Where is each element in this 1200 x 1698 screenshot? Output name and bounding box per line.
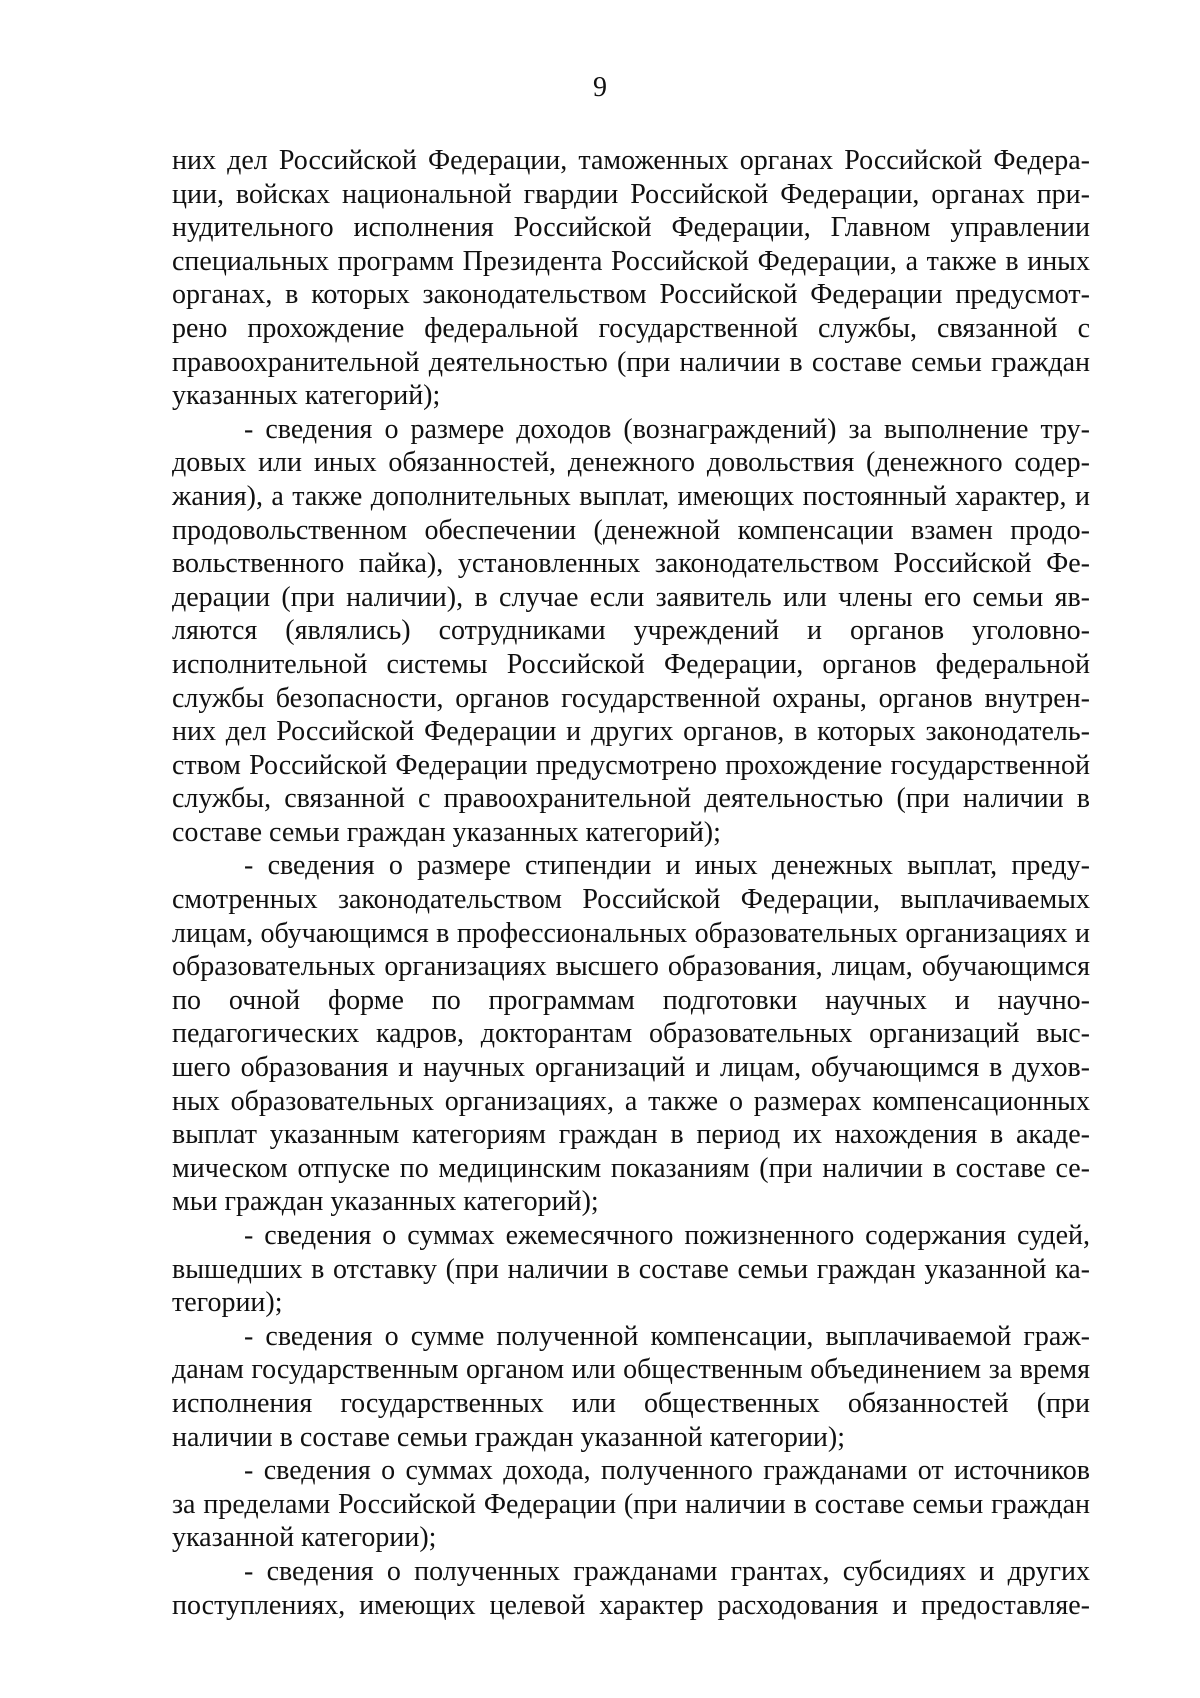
page-number: 9 xyxy=(593,72,607,103)
document-body xyxy=(172,144,1090,1622)
paragraph-stipend: - сведения о размере стипендии и иных денежных выплат, предусмотренных законодательством Российской Федерации, выплачиваемых лицам, обучающимся в профессиональных образовательных организациях и образовательных организациях высшего образования, лицам, обучающимся по очной форме по программам подготовки научных и научно-педагогических кадров, докторантам образовательных организаций высшего образования и научных организаций и лицам, обучающимся в духовных образовательных организациях, а также о размерах компенсационных выплат указанным категориям граждан в период их нахождения в академическом отпуске по медицинским показаниям (при наличии в составе семьи граждан указанных категорий); xyxy=(172,850,1090,1218)
paragraph-income-law-enforcement: - сведения о размере доходов (вознаграждений) за выполнение трудовых или иных обязанностей, денежного довольствия (денежного содержания), а также дополнительных выплат, имеющих постоянный характер, и продовольственном обеспечении (денежной компенсации взамен продовольственного пайка), установленных законодательством Российской Федерации (при наличии), в случае если заявитель или члены его семьи являются (являлись) сотрудниками учреждений и органов уголовно-исполнительной системы Российской Федерации, органов федеральной службы безопасности, органов государственной охраны, органов внутренних дел Российской Федерации и других органов, в которых законодательством Российской Федерации предусмотрено прохождение государственной службы, связанной с правоохранительной деятельностью (при наличии в составе семьи граждан указанных категорий); xyxy=(172,413,1090,848)
paragraph-judges-pension: - сведения о суммах ежемесячного пожизненного содержания судей, вышедших в отставку (при наличии в составе семьи граждан указанной категории); xyxy=(172,1220,1090,1319)
paragraph-foreign-income: - сведения о суммах дохода, полученного гражданами от источников за пределами Российской Федерации (при наличии в составе семьи граждан указанной категории); xyxy=(172,1455,1090,1554)
paragraph-compensation: - сведения о сумме полученной компенсации, выплачиваемой гражданам государственным органом или общественным объединением за время исполнения государственных или общественных обязанностей (при наличии в составе семьи граждан указанной категории); xyxy=(172,1320,1090,1453)
paragraph-grants: - сведения о полученных гражданами грантах, субсидиях и других поступлениях, имеющих целевой характер расходования и предоставляе- xyxy=(172,1555,1090,1621)
paragraph-continuation: них дел Российской Федерации, таможенных органах Российской Федерации, войсках национальной гвардии Российской Федерации, органах принудительного исполнения Российской Федерации, Главном управлении специальных программ Президента Российской Федерации, а также в иных органах, в которых законодательством Российской Федерации предусмотрено прохождение федеральной государственной службы, связанной с правоохранительной деятельностью (при наличии в составе семьи граждан указанных категорий); xyxy=(172,145,1090,412)
